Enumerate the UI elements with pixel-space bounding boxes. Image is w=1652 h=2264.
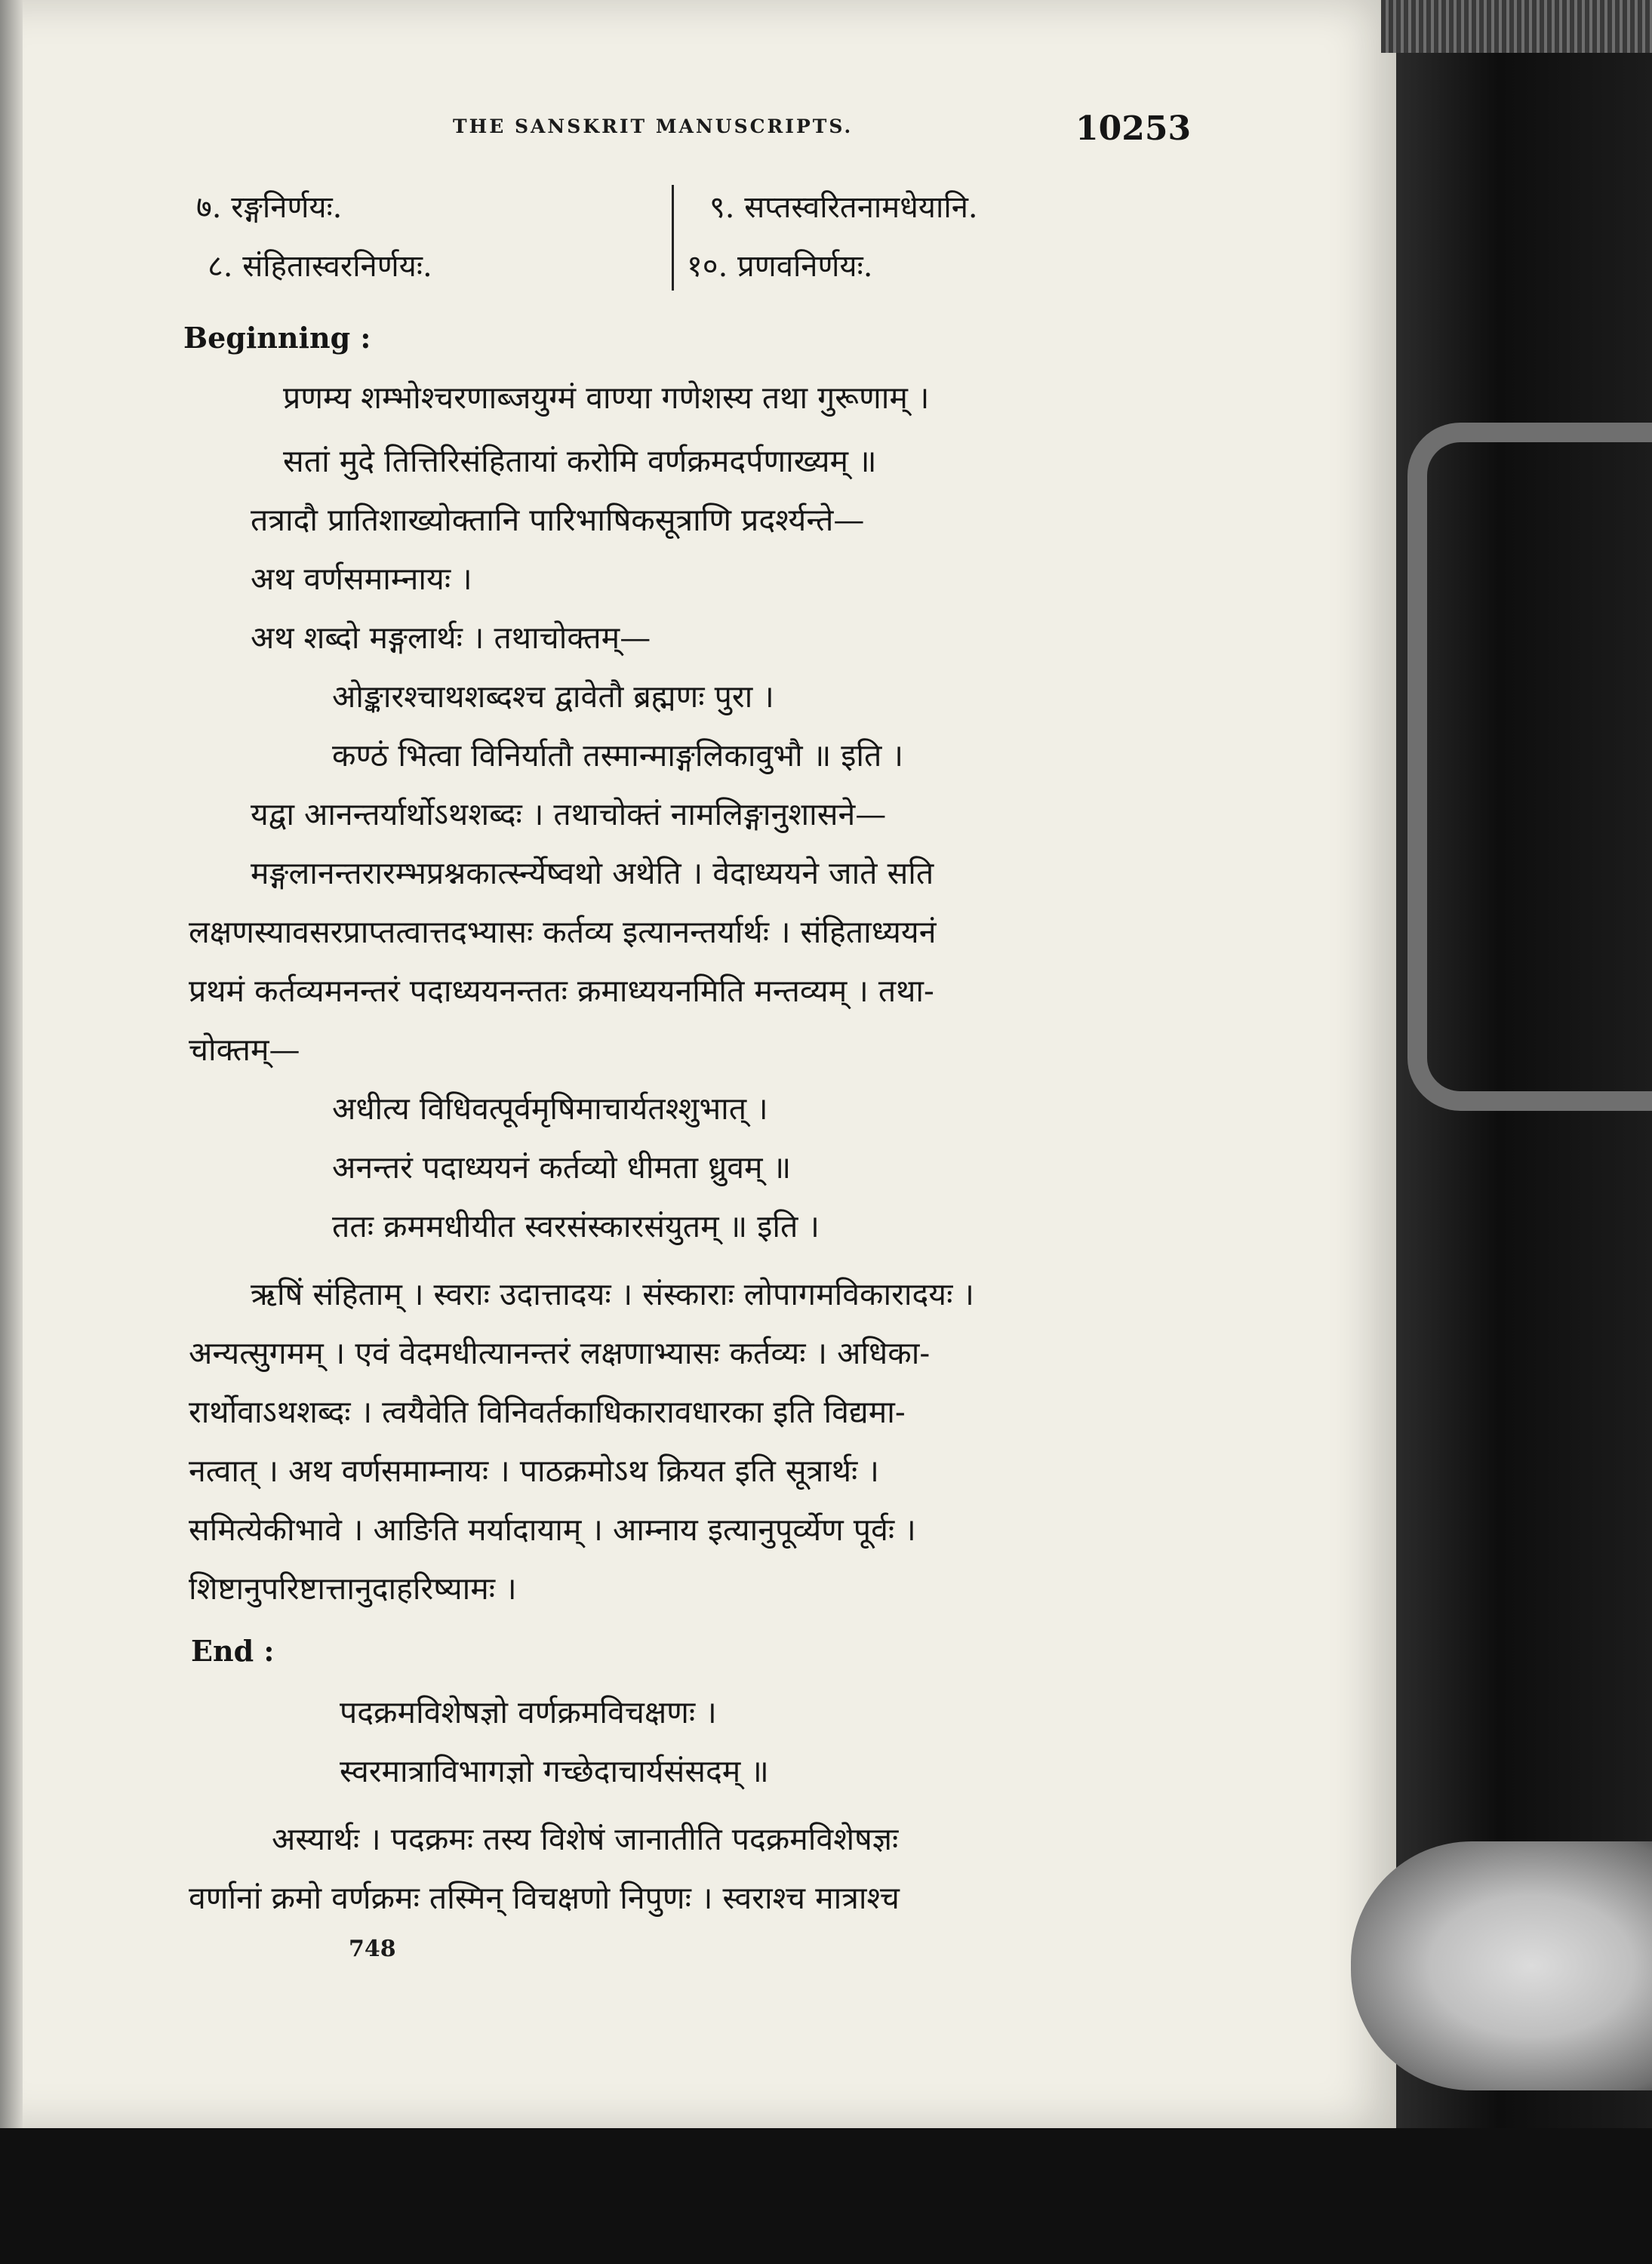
toc-divider (672, 185, 674, 291)
text-line: ओङ्कारश्चाथशब्दश्च द्वावेतौ ब्रह्मणः पुरा । (332, 678, 774, 715)
end-label: End : (191, 1634, 275, 1668)
toc-item: ७. रङ्गनिर्णयः. (196, 190, 343, 225)
text-line: अस्यार्थः । पदक्रमः तस्य विशेषं जानातीति पदक्रमविशेषज्ञः (272, 1821, 899, 1857)
text-line: अन्यत्सुगमम् । एवं वेदमधीत्यानन्तरं लक्षणाभ्यासः कर्तव्यः । अधिका- (189, 1335, 931, 1371)
binder-clip-band (1381, 0, 1652, 53)
text-line: अथ वर्णसमाम्नायः । (251, 561, 472, 597)
text-line: वर्णानां क्रमो वर्णक्रमः तस्मिन् विचक्षणो निपुणः । स्वराश्च मात्राश्च (189, 1880, 900, 1916)
holding-finger (1351, 1841, 1652, 2090)
text-line: ततः क्रममधीयीत स्वरसंस्कारसंयुतम् ॥ इति । (332, 1208, 820, 1244)
running-title: THE SANSKRIT MANUSCRIPTS. (453, 115, 854, 137)
text-line: कण्ठं भित्वा विनिर्यातौ तस्मान्माङ्गलिकावुभौ ॥ इति । (332, 737, 903, 774)
text-line: मङ्गलानन्तरारम्भप्रश्नकार्त्स्न्येष्वथो अथेति । वेदाध्ययने जाते सति (251, 855, 934, 891)
text-line: रार्थोवाऽथशब्दः । त्वयैवेति विनिवर्तकाधिकारावधारका इति विद्यमा- (189, 1394, 906, 1430)
text-line: यद्वा आनन्तर्यार्थोऽथशब्दः । तथाचोक्तं नामलिङ्गानुशासने— (251, 796, 887, 832)
text-line: चोक्तम्— (189, 1032, 300, 1068)
text-line: सतां मुदे तित्तिरिसंहितायां करोमि वर्णक्रमदर्पणाख्यम् ॥ (283, 443, 877, 479)
text-line: पदक्रमविशेषज्ञो वर्णक्रमविचक्षणः । (340, 1694, 717, 1730)
page-header (0, 109, 1396, 155)
text-line: तत्रादौ प्रातिशाख्योक्तानि पारिभाषिकसूत्राणि प्रदर्श्यन्ते— (251, 502, 865, 538)
text-line: शिष्टानुपरिष्टात्तानुदाहरिष्यामः । (189, 1570, 517, 1607)
text-line: अथ शब्दो मङ्गलार्थः । तथाचोक्तम्— (251, 620, 651, 656)
signature-number: 748 (349, 1936, 396, 1962)
text-line: ऋषिं संहिताम् । स्वराः उदात्तादयः । संस्काराः लोपागमविकारादयः । (251, 1276, 974, 1312)
text-line: प्रणम्य शम्भोश्चरणाब्जयुग्मं वाण्या गणेशस्य तथा गुरूणाम् । (283, 380, 930, 416)
text-line: स्वरमात्राविभागज्ञो गच्छेदाचार्यसंसदम् ॥ (340, 1753, 769, 1789)
binder-clip-loop (1407, 423, 1652, 1111)
book-spine-shadow (0, 0, 23, 2128)
text-line: लक्षणस्यावसरप्राप्तत्वात्तदभ्यासः कर्तव्य इत्यानन्तर्यार्थः । संहिताध्ययनं (189, 914, 937, 950)
text-line: नत्वात् । अथ वर्णसमाम्नायः । पाठक्रमोऽथ क्रियत इति सूत्रार्थः । (189, 1453, 879, 1489)
contents-list (189, 177, 1245, 306)
text-line: समित्येकीभावे । आङिति मर्यादायाम् । आम्नाय इत्यानुपूर्व्येण पूर्वः । (189, 1512, 916, 1548)
toc-item: ९. सप्तस्वरितनामधेयानि. (709, 190, 978, 225)
page-number: 10253 (1075, 109, 1192, 148)
toc-item: ८. संहितास्वरनिर्णयः. (208, 249, 432, 284)
text-line: अनन्तरं पदाध्ययनं कर्तव्यो धीमता ध्रुवम् ॥ (332, 1149, 792, 1186)
text-line: अधीत्य विधिवत्पूर्वमृषिमाचार्यतश्शुभात् । (332, 1090, 768, 1127)
text-line: प्रथमं कर्तव्यमनन्तरं पदाध्ययनन्ततः क्रमाध्ययनमिति मन्तव्यम् । तथा- (189, 973, 934, 1009)
toc-item: १०. प्रणवनिर्णयः. (687, 249, 873, 284)
background-bottom (0, 2128, 1652, 2264)
beginning-label: Beginning : (183, 321, 371, 355)
